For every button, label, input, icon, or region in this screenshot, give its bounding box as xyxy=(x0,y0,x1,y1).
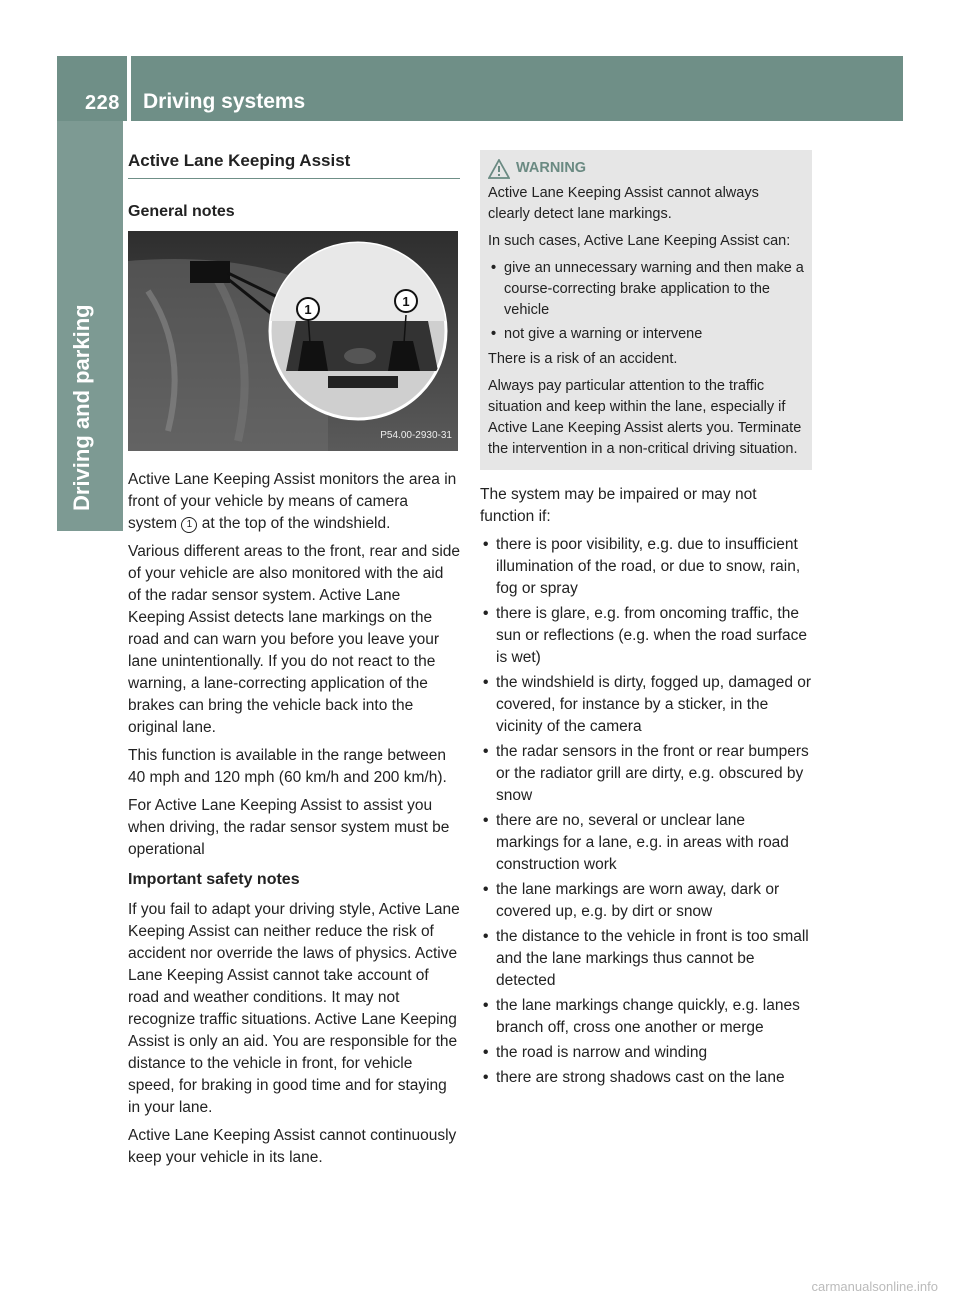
side-tab xyxy=(57,121,123,531)
header-separator xyxy=(127,56,131,121)
safety-heading: Important safety notes xyxy=(128,871,300,888)
warning-title: WARNING xyxy=(516,160,587,176)
warning-p1: Active Lane Keeping Assist cannot always clearly detect lane markings. xyxy=(488,185,759,222)
warning-box xyxy=(480,150,812,470)
list-item: • the road is narrow and winding xyxy=(480,1042,812,1064)
list-item: • not give a warning or intervene xyxy=(488,324,804,345)
paragraph-radar: Various different areas to the front, rear and side of your vehicle are also monitored with the aid of the radar sensor system. Active Lane Keeping Assist detects lane markings on the road and can warn you before you leave your lane unintentionally. If you do not react to the warning, a lane-correcting application of the brakes can bring the vehicle back into the original lane. xyxy=(128,543,461,736)
list-item: • the lane markings change quickly, e.g. lanes branch off, cross one another or merge xyxy=(480,995,812,1039)
warning-list xyxy=(488,258,804,345)
paragraph-camera xyxy=(128,469,460,535)
watermark: carmanualsonline.info xyxy=(811,1279,938,1294)
list-item: • give an unnecessary warning and then make a course-correcting brake application to the vehicle xyxy=(488,258,804,321)
left-column xyxy=(128,150,460,1175)
impairment-intro: The system may be impaired or may not function if: xyxy=(480,486,757,525)
list-item: • there is glare, e.g. from oncoming traffic, the sun or reflections (e.g. when the road surface is wet) xyxy=(480,603,812,669)
paragraph-safety: If you fail to adapt your driving style, Active Lane Keeping Assist can neither reduce the risk of accident nor override the laws of physics. Active Lane Keeping Assist cannot take account of road and weather conditions. It may not recognize traffic situations. Active Lane Keeping Assist is only an aid. You are responsible for the distance to the vehicle in front, for vehicle speed, for braking in good time and for staying in your lane. xyxy=(128,901,460,1116)
paragraph-requirement: For Active Lane Keeping Assist to assist you when driving, the radar sensor system must be operational xyxy=(128,797,450,858)
section-title: Active Lane Keeping Assist xyxy=(128,150,460,179)
page-number: 228 xyxy=(85,92,120,114)
right-column xyxy=(480,150,812,1093)
warning-header xyxy=(488,158,804,179)
camera-figure xyxy=(128,231,458,451)
general-notes-heading: General notes xyxy=(128,203,235,220)
inline-callout: 1 xyxy=(181,517,197,533)
windshield-camera-illustration xyxy=(128,231,458,451)
list-item: • the distance to the vehicle in front is too small and the lane markings thus cannot be detected xyxy=(480,926,812,992)
list-item: • the windshield is dirty, fogged up, damaged or covered, for instance by a sticker, in the vicinity of the camera xyxy=(480,672,812,738)
figure-code: P54.00-2930-31 xyxy=(380,430,452,441)
warning-p3: There is a risk of an accident. xyxy=(488,351,678,367)
impairment-list xyxy=(480,534,812,1089)
side-tab-label: Driving and parking xyxy=(69,304,94,511)
list-item: • there are no, several or unclear lane markings for a lane, e.g. in areas with road construction work xyxy=(480,810,812,876)
list-item: • the radar sensors in the front or rear bumpers or the radiator grill are dirty, e.g. obscured by snow xyxy=(480,741,812,807)
list-item: • there are strong shadows cast on the lane xyxy=(480,1067,812,1089)
warning-p4: Always pay particular attention to the traffic situation and keep within the lane, especially if Active Lane Keeping Assist alerts you. Terminate the intervention in a non-critical driving situation. xyxy=(488,378,802,457)
list-item: • there is poor visibility, e.g. due to insufficient illumination of the road, or due to snow, rain, fog or spray xyxy=(480,534,812,600)
paragraph-lane: Active Lane Keeping Assist cannot continuously keep your vehicle in its lane. xyxy=(128,1127,457,1166)
callout-right-label: 1 xyxy=(402,294,410,309)
warning-p2: In such cases, Active Lane Keeping Assist can: xyxy=(488,233,791,249)
page-header xyxy=(57,56,903,121)
chapter-title: Driving systems xyxy=(143,90,306,113)
p1-part2: at the top of the windshield. xyxy=(201,515,391,532)
list-item: • the lane markings are worn away, dark or covered up, e.g. by dirt or snow xyxy=(480,879,812,923)
warning-triangle-icon xyxy=(488,159,510,179)
p1-part1: Active Lane Keeping Assist monitors the area in front of your vehicle by means of camera system xyxy=(128,471,457,532)
paragraph-speed-range: This function is available in the range between 40 mph and 120 mph (60 km/h and 200 km/h). xyxy=(128,747,447,786)
callout-left-label: 1 xyxy=(304,302,312,317)
